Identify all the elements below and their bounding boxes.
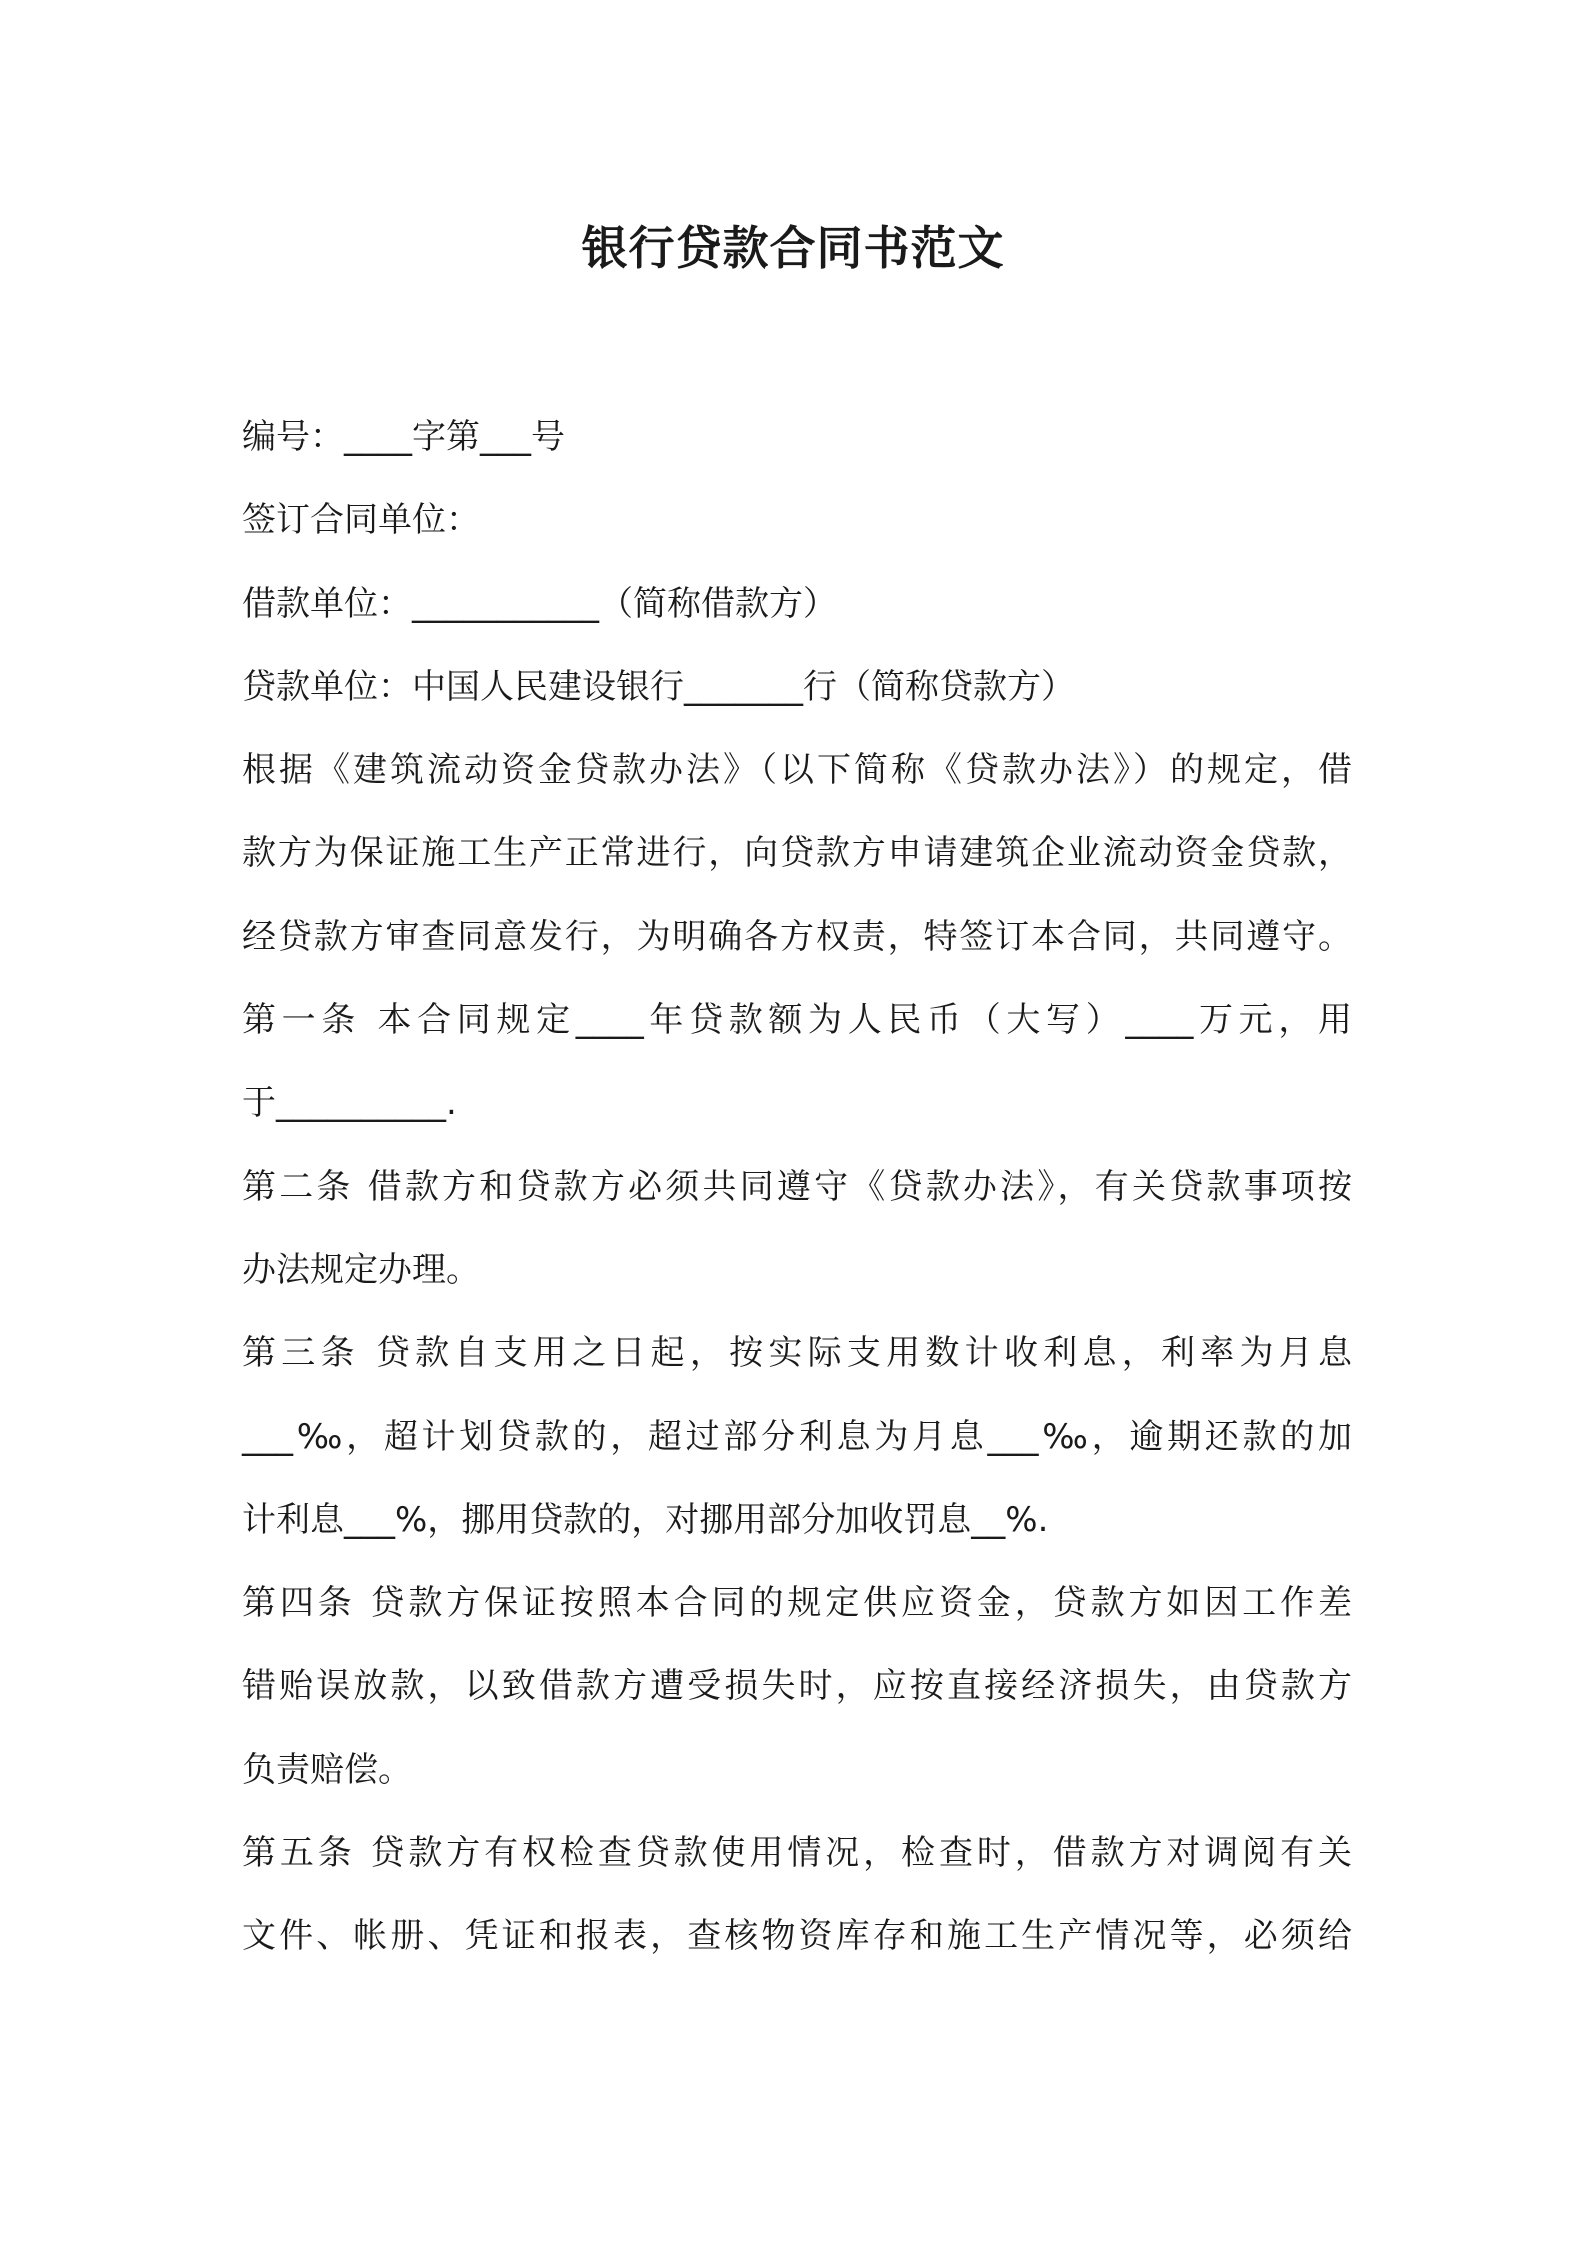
article-3-line-3: 计利息___%，挪用贷款的，对挪用部分加收罚息__%. xyxy=(242,1499,1049,1540)
article-3-line-2: ___‰，超计划贷款的，超过部分利息为月息___‰，逾期还款的加 xyxy=(242,1416,1352,1457)
article-2-line-1: 第二条 借款方和贷款方必须共同遵守《贷款办法》，有关贷款事项按 xyxy=(242,1166,1352,1207)
article-4-line-2: 错贻误放款，以致借款方遭受损失时，应按直接经济损失，由贷款方 xyxy=(242,1666,1352,1707)
article-4-line-1: 第四条 贷款方保证按照本合同的规定供应资金，贷款方如因工作差 xyxy=(242,1583,1352,1624)
document-body xyxy=(242,396,1352,1979)
borrower-line: 借款单位：___________（简称借款方） xyxy=(242,583,837,624)
article-5-line-1: 第五条 贷款方有权检查贷款使用情况，检查时，借款方对调阅有关 xyxy=(242,1833,1352,1874)
article-4-line-3: 负责赔偿。 xyxy=(242,1749,412,1790)
signing-parties-label: 签订合同单位： xyxy=(242,500,480,541)
document-title: 银行贷款合同书范文 xyxy=(581,221,1005,275)
article-5-line-2: 文件、帐册、凭证和报表，查核物资库存和施工生产情况等，必须给 xyxy=(242,1916,1352,1957)
article-2-line-2: 办法规定办理。 xyxy=(242,1249,480,1290)
preamble-line-1: 根据《建筑流动资金贷款办法》（以下简称《贷款办法》）的规定，借 xyxy=(242,750,1352,791)
article-1-line-2: 于__________. xyxy=(242,1083,457,1124)
lender-line: 贷款单位：中国人民建设银行_______行（简称贷款方） xyxy=(242,666,1075,707)
article-1-line-1: 第一条 本合同规定____年贷款额为人民币（大写）____万元，用 xyxy=(242,1000,1352,1041)
preamble-line-2: 款方为保证施工生产正常进行，向贷款方申请建筑企业流动资金贷款， xyxy=(242,833,1352,874)
contract-number-line: 编号：____字第___号 xyxy=(242,417,565,457)
preamble-line-3: 经贷款方审查同意发行，为明确各方权责，特签订本合同，共同遵守。 xyxy=(242,916,1352,957)
article-3-line-1: 第三条 贷款自支用之日起，按实际支用数计收利息，利率为月息 xyxy=(242,1333,1352,1374)
